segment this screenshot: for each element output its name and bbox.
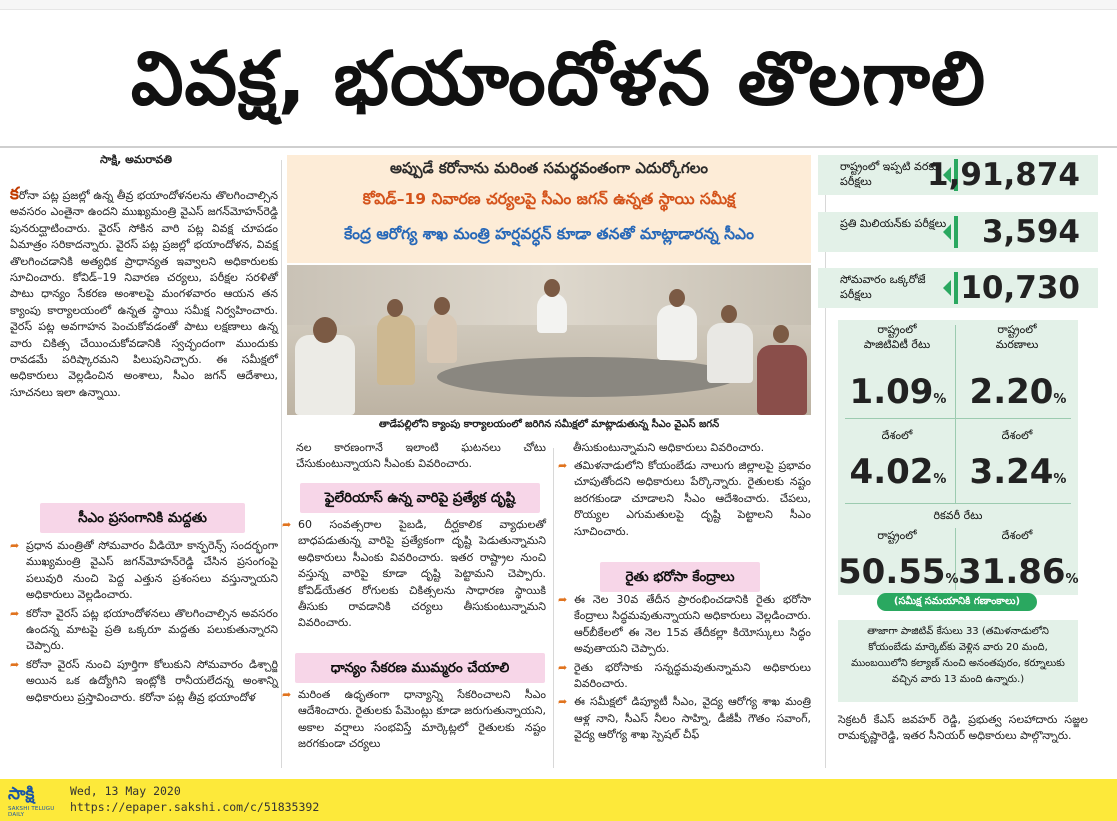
- footer: [0, 779, 1117, 821]
- pointer-icon: [943, 224, 951, 240]
- subhead-rythu-bharosa: రైతు భరోసా కేంద్రాలు: [600, 562, 760, 592]
- col2-sub2: [282, 687, 546, 753]
- photo-head: [773, 325, 789, 343]
- stat-value: 10,730: [960, 270, 1080, 306]
- value-text: 50.55: [838, 552, 946, 592]
- sakshi-logo: [8, 784, 64, 816]
- death-country-value: [958, 452, 1078, 500]
- recovery-title: రికవరీ రేటు: [933, 509, 983, 522]
- grid-divider: [845, 503, 1071, 504]
- photo-table: [437, 357, 737, 397]
- highlight-line-3: కేంద్ర ఆరోగ్య శాఖ మంత్రి హర్షవర్ధన్ కూడా తనతో మాట్లాడారన్న సీఎం: [344, 225, 754, 243]
- arrow-bullet-icon: ➦: [10, 606, 20, 620]
- percent-sign: %: [1053, 392, 1067, 407]
- death-state-label: [962, 322, 1072, 352]
- headline-rule: [0, 146, 1117, 148]
- stat-bar: [954, 272, 958, 304]
- value-text: 2.20: [969, 372, 1054, 412]
- subhead-grain-procurement: ధాన్యం సేకరణ ముమ్మరం చేయాలి: [295, 653, 545, 683]
- intro-body: రోనా పట్ల ప్రజల్లో ఉన్న తీవ్ర భయాందోళనలను తొలగించాల్సిన అవసరం ఎంతైనా ఉందని ముఖ్యమంత్రి వైఎస్ జగన్‌మోహన్‌రెడ్డి పునరుద్ఘాటించారు. వైరస్ సోకిన వారి పట్ల వివక్ష చూపడం ఏమాత్రం సరికాదన్నారు. వైరస్ పట్ల ప్రజల్లో భయాందోళన, వివక్ష తొలగించడానికి అత్యధిక ప్రాధాన్యత ఇవ్వాలని అధికారులకు సూచించారు. కోవిడ్–19 నివారణ చర్యలు, పరీక్షల సరళితో పాటు ధాన్యం సేకరణ అంశాలపై మంగళవారం ఆయన తన క్యాంపు కార్యాలయంలో ఉన్నత స్థాయి సమీక్ష నిర్వహించారు. వైరస్ పట్ల అవగాహన పెంచుకోవడంతో పాటు లక్షణాలు ఉన్న వారు చికిత్స చేయించుకోవడానికి స్వచ్ఛందంగా ముందుకు రావడమే పరిష్కారమని పిలుపునిచ్చారు. ఈ సమీక్షలో అధికారులు వెల్లడించిన అంశాలు, సీఎం జగన్ ఆదేశాలు, సూచనలు ఇలా ఉన్నాయి.: [10, 189, 278, 399]
- arrow-bullet-icon: ➦: [558, 695, 568, 709]
- col2-lead: నల కారణంగానే ఇలాంటి ఘటనలు చోటు చేసుకుంటున్నాయని సీఎంకు వివరించారు.: [296, 441, 546, 471]
- top-strip: [0, 0, 1117, 10]
- col3-lead: తీసుకుంటున్నామని అధికారులు వివరించారు.: [573, 441, 765, 454]
- bullet-text: ఈ సమీక్షలో డిప్యూటీ సీఎం, వైద్య ఆరోగ్య శాఖ మంత్రి ఆళ్ల నాని, సీఎస్ నీలం సాహ్ని, డీజీపీ గౌతం సవాంగ్, వైద్య ఆరోగ్య శాఖ స్పెషల్ చీఫ్: [574, 695, 811, 742]
- photo-head: [669, 289, 685, 307]
- country-label: దేశంలో: [881, 429, 913, 442]
- subhead-filaria: ఫైలేరియాస్ ఉన్న వారిపై ప్రత్యేక దృష్టి: [300, 483, 540, 513]
- photo-caption: తాడేపల్లిలోని క్యాంపు కార్యాలయంలో జరిగిన సమీక్షలో మాట్లాడుతున్న సీఎం వైఎస్ జగన్: [378, 419, 720, 430]
- column-divider: [281, 160, 282, 768]
- footer-date: Wed, 13 May 2020: [70, 784, 181, 798]
- percent-sign: %: [1065, 572, 1079, 587]
- highlight-box: [287, 155, 811, 263]
- value-text: 1.09: [849, 372, 934, 412]
- logo-subtitle: SAKSHI TELUGU DAILY: [8, 806, 55, 818]
- photo-head: [387, 299, 403, 317]
- death-state-value: [958, 372, 1078, 420]
- state-label: రాష్ట్రంలో: [877, 323, 917, 336]
- stat-total-tests: [818, 155, 1098, 195]
- percent-sign: %: [945, 572, 959, 587]
- photo-head: [721, 305, 737, 323]
- photo-person: [427, 313, 457, 363]
- value-text: 3.24: [969, 452, 1054, 492]
- bullet-text: కరోనా వైరస్ పట్ల భయాందోళనలు తొలగించాల్సిన అవసరం ఉందన్న మాటపై ప్రతి ఒక్కరూ మద్దతు పలుకుతున్నారని చెప్పారు.: [26, 606, 278, 653]
- stat-label: సోమవారం ఒక్కరోజే పరీక్షలు: [840, 273, 926, 301]
- photo-head: [434, 297, 450, 315]
- value-text: 31.86: [958, 552, 1066, 592]
- list-item: [10, 538, 278, 604]
- bullet-text: ఈ నెల 30వ తేదీన ప్రారంభించడానికి రైతు భరోసా కేంద్రాలు సిద్ధమవుతున్నాయని అధికారులు వెల్లడించారు. ఆర్‌బీకేలలో ఈ నెల 15వ తేదీకల్లా కియోస్కులు సిద్ధం అవుతాయని చెప్పారు.: [574, 593, 811, 656]
- value-text: 4.02: [849, 452, 934, 492]
- percent-sign: %: [933, 392, 947, 407]
- col4-end-text: సెక్రటరీ కేఎస్ జవహర్ రెడ్డి, ప్రభుత్వ సలహాదారు సజ్జల రామకృష్ణారెడ్డి, ఇతర సీనియర్ అధికారులు పాల్గొన్నారు.: [838, 713, 1088, 743]
- arrow-bullet-icon: ➦: [558, 660, 568, 674]
- photo-person: [377, 315, 415, 385]
- column-divider: [553, 448, 554, 768]
- col3-bullet0: [558, 458, 811, 540]
- review-pill: (సమీక్ష సమయానికి గణాంకాలు): [877, 593, 1037, 611]
- list-item: [282, 687, 546, 753]
- bullet-text: రైతు భరోసాకు సన్నద్ధమవుతున్నామని అధికారులు వివరించారు.: [574, 660, 811, 691]
- arrow-bullet-icon: ➦: [10, 657, 20, 671]
- state-label: రాష్ట్రంలో: [997, 323, 1037, 336]
- list-item: [558, 592, 811, 658]
- country-label: దేశంలో: [1001, 529, 1033, 542]
- list-item: [558, 660, 811, 693]
- list-item: [10, 657, 278, 706]
- bullet-text: మరింత ఉధృతంగా ధాన్యాన్ని సేకరించాలని సీఎం ఆదేశించారు. రైతులకు పేమెంట్లు కూడా జరుగుతున్నాయని, అకాల వర్షాలు సంభవిస్తే మార్కెట్లలో రైతులకు నష్టం జరగకుండా చర్యలు: [298, 688, 546, 751]
- meeting-photo: [287, 265, 811, 415]
- bullet-text: తమిళనాడులోని కోయంబేడు నాలుగు జిల్లాలపై ప్రభావం చూపుతోందని అధికారులు పేర్కొన్నారు. రైతులకు నష్టం జరగకుండా చూడాలని సీఎం ఆదేశించారు. చేపలు, రొయ్యల ఎగుమతులపై దృష్టి పెట్టాలని సీఎం సూచించారు.: [574, 459, 811, 538]
- dropcap: క: [10, 184, 19, 204]
- photo-person: [707, 323, 753, 383]
- stat-label: రాష్ట్రంలో ఇప్పటి వరకు పరీక్షలు: [840, 160, 938, 188]
- pointer-icon: [943, 280, 951, 296]
- positivity-country-value: [838, 452, 958, 500]
- highlight-line-2: కోవిడ్–19 నివారణ చర్యలపై సీఎం జగన్ ఉన్నత స్థాయి సమీక్ష: [362, 190, 736, 208]
- stat-tests-per-million: [818, 212, 1098, 252]
- arrow-bullet-icon: ➦: [10, 539, 20, 552]
- list-item: [558, 694, 811, 743]
- stat-label: ప్రతి మిలియన్‌కు పరీక్షలు: [840, 217, 947, 230]
- country-label: దేశంలో: [1001, 429, 1033, 442]
- percent-sign: %: [1053, 472, 1067, 487]
- headline: వివక్ష, భయాందోళన తొలగాలి: [130, 36, 987, 122]
- col3-sub: [558, 592, 811, 744]
- arrow-bullet-icon: ➦: [558, 459, 568, 472]
- photo-person: [295, 335, 355, 415]
- photo-person: [537, 293, 567, 333]
- positivity-state-label: [842, 322, 952, 352]
- stat-value: 3,594: [981, 214, 1080, 250]
- arrow-bullet-icon: ➦: [282, 688, 292, 701]
- new-cases-note: తాజాగా పాజిటివ్ కేసులు 33 (తమిళనాడులోని కోయంబేడు మార్కెట్‌కు వెళ్లిన వారు 20 మంది, ముంబయిలోని కల్యాణ్ నుంచి అనంతపురం, కర్నూలుకు వచ్చిన వారు 13 మంది ఉన్నారు.): [838, 620, 1078, 702]
- footer-url[interactable]: https://epaper.sakshi.com/c/51835392: [70, 800, 320, 814]
- arrow-bullet-icon: ➦: [282, 518, 292, 531]
- photo-head: [544, 279, 560, 297]
- positivity-state-value: [838, 372, 958, 420]
- list-item: [10, 606, 278, 655]
- stat-tests-monday: [818, 268, 1098, 308]
- photo-head: [313, 317, 337, 343]
- highlight-line-1: అప్పుడే కరోనాను మరింత సమర్థవంతంగా ఎదుర్కోగలం: [389, 159, 709, 177]
- intro-text: [10, 186, 278, 401]
- stat-value: 1,91,874: [927, 157, 1080, 193]
- death-label: మరణాలు: [995, 338, 1039, 351]
- photo-person: [657, 305, 697, 360]
- section1-bullets: [10, 538, 278, 706]
- positivity-label: పాజిటివిటీ రేటు: [863, 338, 931, 351]
- logo-mark: సాక్షి: [8, 784, 35, 804]
- col2-sub1: [282, 517, 546, 632]
- byline: సాక్షి, అమరావతి: [100, 153, 172, 166]
- bullet-text: కరోనా వైరస్ నుంచి పూర్తిగా కోలుకుని సోమవారం డిశ్చార్జి అయిన ఒక ఉద్యోగిని ఇంట్లోకి రానీయలేదన్న అంశాన్ని అధికారులు ప్రస్తావించారు. కరోనా పట్ల తీవ్ర భయాందోళ: [26, 657, 278, 704]
- subhead-cm-speech: సీఎం ప్రసంగానికి మద్దతు: [40, 503, 245, 533]
- stat-bar: [954, 216, 958, 248]
- percent-sign: %: [933, 472, 947, 487]
- bullet-text: 60 సంవత్సరాల పైబడి, దీర్ఘకాలిక వ్యాధులతో బాధపడుతున్న వారిపై ప్రత్యేకంగా దృష్టి పెడుతున్నామని అధికారులు సీఎంకు వివరించారు. ఇతర రాష్ట్రాల నుంచి వస్తున్న వారిపై కూడా దృష్టి పెట్టామని చెప్పారు. కోవిడ్‌యేతర రోగులకు చికిత్సలను సాధారణ స్థాయికి తీసుకు రావడానికి చర్యలు తీసుకుంటున్నామని వివరించారు.: [298, 518, 546, 630]
- state-label: రాష్ట్రంలో: [877, 529, 917, 542]
- arrow-bullet-icon: ➦: [558, 593, 568, 606]
- photo-person: [757, 345, 807, 415]
- list-item: [558, 458, 811, 540]
- bullet-text: ప్రధాన మంత్రితో సోమవారం వీడియో కాన్ఫరెన్స్ సందర్భంగా ముఖ్యమంత్రి వైఎస్ జగన్‌మోహన్‌రెడ్డి చేసిన ప్రసంగంపై పలువురి నుంచి పెద్ద ఎత్తున ప్రశంసలు వస్తున్నాయని అధికారులు వెల్లడించారు.: [26, 539, 278, 602]
- list-item: [282, 517, 546, 632]
